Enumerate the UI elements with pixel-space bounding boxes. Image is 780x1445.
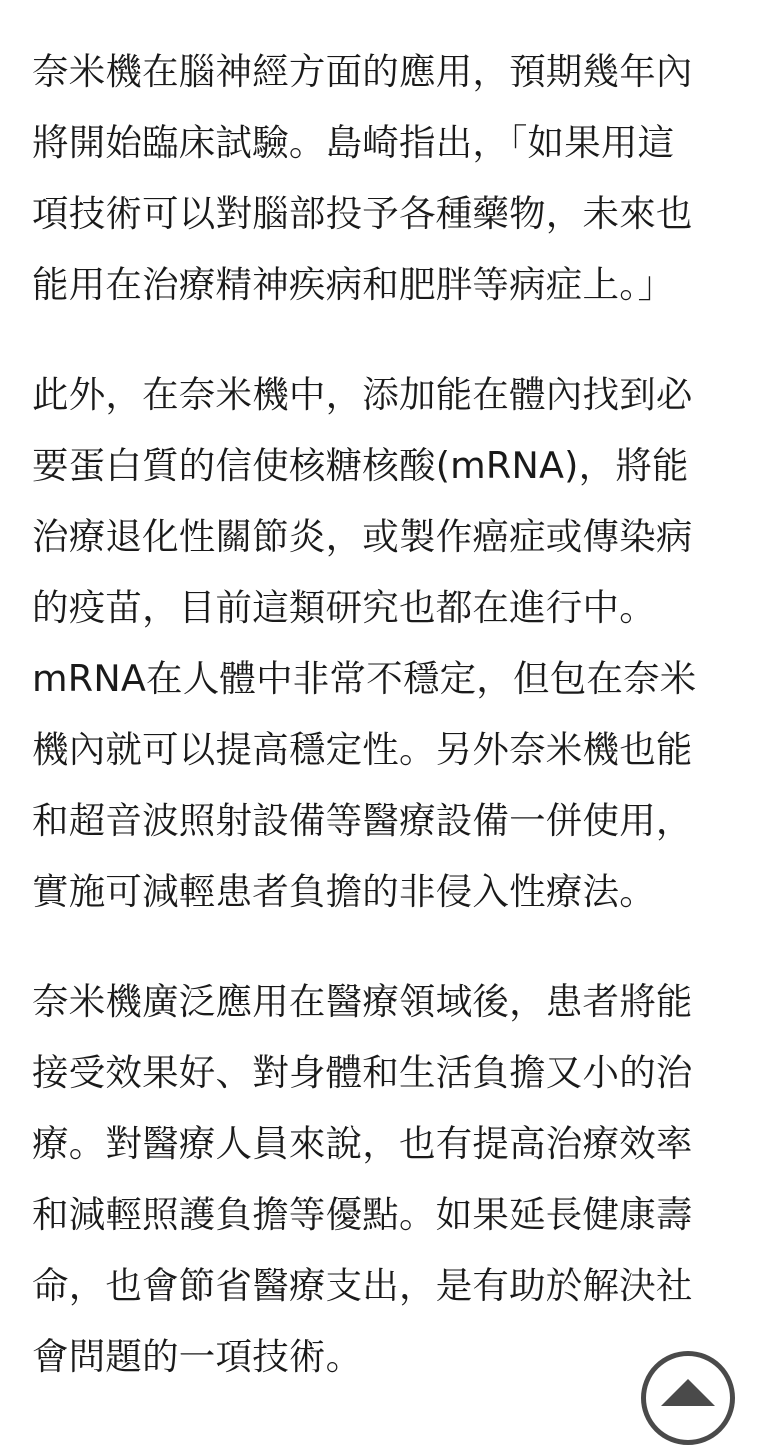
paragraph-line: 命，也會節省醫療支出，是有助於解決社: [32, 1264, 693, 1307]
paragraph-line: 和超音波照射設備等醫療設備一併使用，: [32, 799, 693, 842]
chevron-up-icon: [646, 1356, 730, 1440]
paragraph-spacer: [32, 927, 748, 966]
paragraph-line: 奈米機廣泛應用在醫療領域後，患者將能: [32, 980, 693, 1023]
paragraph-line: 此外，在奈米機中，添加能在體內找到必: [32, 373, 693, 416]
paragraph-line: 的疫苗，目前這類研究也都在進行中。: [32, 586, 656, 629]
paragraph-3: [32, 966, 748, 1392]
paragraph-spacer: [32, 320, 748, 359]
paragraph-line: 接受效果好、對身體和生活負擔又小的治: [32, 1051, 693, 1094]
paragraph-line: 會問題的一項技術。: [32, 1335, 363, 1378]
article-body: [32, 36, 748, 1392]
paragraph-line: 和減輕照護負擔等優點。如果延長健康壽: [32, 1193, 693, 1236]
paragraph-line: 項技術可以對腦部投予各種藥物，未來也: [32, 192, 693, 235]
paragraph-line: 奈米機在腦神經方面的應用，預期幾年內: [32, 50, 693, 93]
scroll-to-top-button[interactable]: [641, 1351, 735, 1445]
paragraph-line: 治療退化性關節炎，或製作癌症或傳染病: [32, 515, 693, 558]
paragraph-line: 將開始臨床試驗。島崎指出，「如果用這: [32, 121, 675, 164]
paragraph-line: mRNA在人體中非常不穩定，但包在奈米: [32, 657, 697, 700]
paragraph-line: 療。對醫療人員來說，也有提高治療效率: [32, 1122, 693, 1165]
paragraph-line: 實施可減輕患者負擔的非侵入性療法。: [32, 870, 656, 913]
paragraph-1: [32, 36, 748, 320]
paragraph-line: 要蛋白質的信使核糖核酸(mRNA)，將能: [32, 444, 689, 487]
paragraph-line: 能用在治療精神疾病和肥胖等病症上。」: [32, 263, 675, 306]
paragraph-line: 機內就可以提高穩定性。另外奈米機也能: [32, 728, 693, 771]
paragraph-2: [32, 359, 748, 927]
